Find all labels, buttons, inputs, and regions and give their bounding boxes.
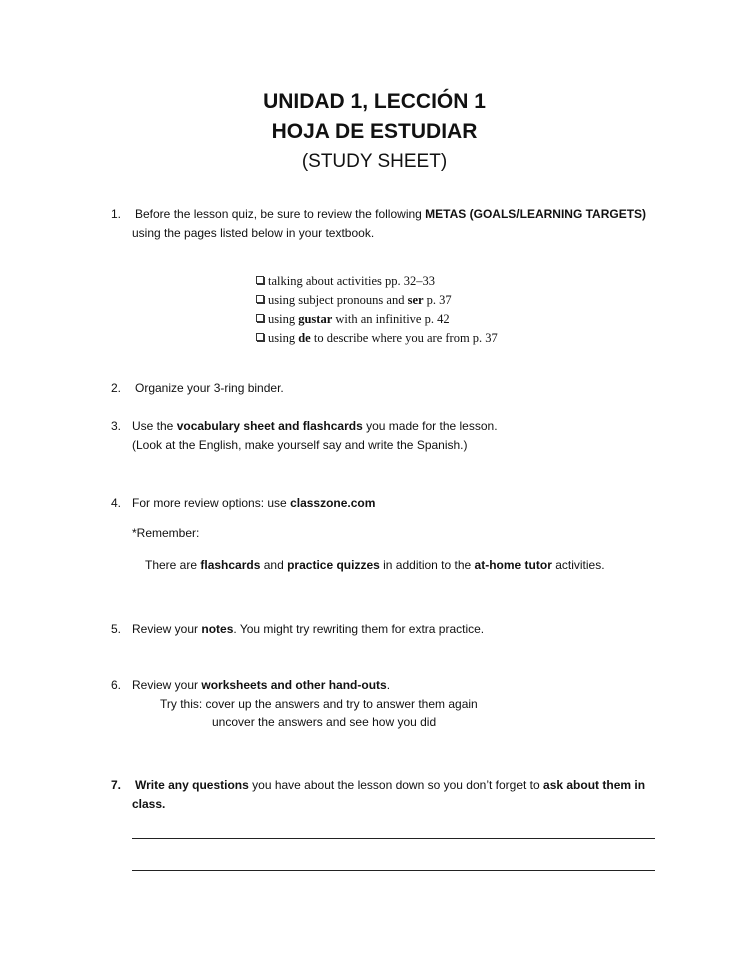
item-7-text: Write any questions you have about the lesson down so you don’t forget to ask about them in xyxy=(135,778,646,792)
item-1-number: 1. xyxy=(111,207,122,221)
item-2-number: 2. xyxy=(111,381,122,395)
checkbox-icon xyxy=(256,276,264,284)
page-title-line2: HOJA DE ESTUDIAR xyxy=(271,120,478,143)
item-3-number: 3. xyxy=(111,419,122,433)
answer-line xyxy=(132,870,655,871)
item-2-text: Organize your 3-ring binder. xyxy=(135,381,284,395)
item-4-remember: *Remember: xyxy=(132,526,200,540)
item-5-number: 5. xyxy=(111,622,122,636)
goal-item: using subject pronouns and ser p. 37 xyxy=(256,291,498,310)
item-4-remember-detail: There are flashcards and practice quizzes in addition to the at-home tutor activities. xyxy=(145,558,605,572)
goal-item: using gustar with an infinitive p. 42 xyxy=(256,310,498,329)
item-6-try-line2: uncover the answers and see how you did xyxy=(212,715,437,729)
checkbox-icon xyxy=(256,295,264,303)
checkbox-icon xyxy=(256,333,264,341)
item-1-text-line2: using the pages listed below in your textbook. xyxy=(132,226,375,240)
item-7-number: 7. xyxy=(111,778,122,792)
item-1-text: Before the lesson quiz, be sure to review the following METAS (GOALS/LEARNING TARGETS) xyxy=(135,207,647,221)
goals-list xyxy=(256,272,498,348)
item-6-try-line1: Try this: cover up the answers and try to answer them again xyxy=(160,697,478,711)
page-title: UNIDAD 1, LECCIÓN 1 xyxy=(263,90,486,113)
item-7-text-line2: class. xyxy=(132,797,166,811)
item-4-number: 4. xyxy=(111,496,122,510)
page-subtitle: (STUDY SHEET) xyxy=(301,151,448,172)
answer-line xyxy=(132,838,655,839)
item-3-text: Use the vocabulary sheet and flashcards you made for the lesson. xyxy=(132,419,498,433)
item-6-number: 6. xyxy=(111,678,122,692)
goal-item: talking about activities pp. 32–33 xyxy=(256,272,498,291)
item-6-text: Review your worksheets and other hand-outs. xyxy=(132,678,391,692)
item-4-text: For more review options: use classzone.com xyxy=(132,496,376,510)
item-3-text-line2: (Look at the English, make yourself say and write the Spanish.) xyxy=(132,438,468,452)
checkbox-icon xyxy=(256,314,264,322)
item-5-text: Review your notes. You might try rewriting them for extra practice. xyxy=(132,622,485,636)
goal-item: using de to describe where you are from p. 37 xyxy=(256,329,498,348)
